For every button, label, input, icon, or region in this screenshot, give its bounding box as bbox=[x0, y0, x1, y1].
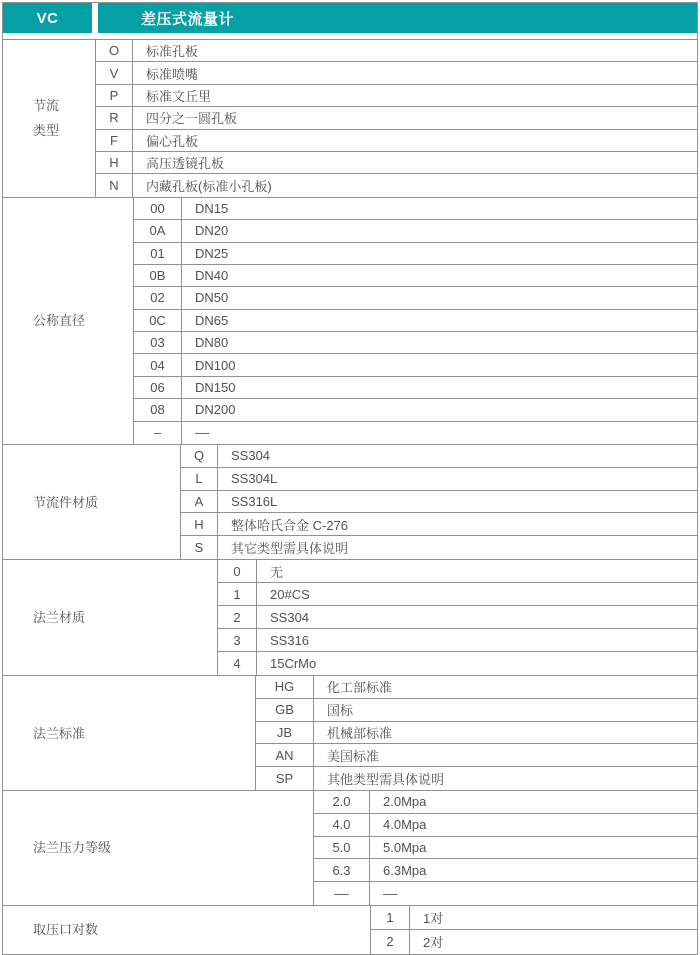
desc-cell: 2对 bbox=[423, 935, 444, 951]
code-cell: 1 bbox=[371, 906, 410, 929]
table-row bbox=[96, 130, 697, 152]
table-row bbox=[134, 377, 697, 399]
desc-cell: SS304 bbox=[270, 609, 310, 625]
section-throttle-part-material bbox=[3, 445, 697, 560]
code-cell: 08 bbox=[134, 399, 182, 420]
code-cell: N bbox=[96, 174, 133, 196]
table-row bbox=[181, 491, 697, 514]
table-row bbox=[134, 243, 697, 265]
section-flange-material bbox=[3, 560, 697, 676]
section-rows bbox=[218, 560, 697, 675]
code-cell: 1 bbox=[218, 583, 257, 605]
table-body bbox=[3, 40, 697, 954]
table-row bbox=[371, 930, 697, 954]
desc-cell: 四分之一圆孔板 bbox=[146, 111, 238, 127]
section-rows bbox=[256, 676, 697, 790]
desc-cell: –– bbox=[383, 886, 398, 902]
desc-cell: DN40 bbox=[195, 268, 229, 284]
code-cell: H bbox=[181, 513, 218, 535]
code-cell: – bbox=[134, 422, 182, 444]
table-row bbox=[181, 445, 697, 468]
section-label-flange-material bbox=[3, 560, 218, 675]
table-row bbox=[134, 310, 697, 332]
section-rows bbox=[181, 445, 697, 559]
table-row bbox=[134, 422, 697, 444]
header-spacer bbox=[3, 33, 697, 40]
table-row bbox=[256, 676, 697, 699]
table-row bbox=[256, 744, 697, 767]
section-label-line: 取压口对数 bbox=[33, 922, 99, 938]
code-cell: 0B bbox=[134, 265, 182, 286]
code-cell: –– bbox=[314, 882, 370, 905]
desc-cell: DN50 bbox=[195, 290, 229, 306]
desc-cell: 高压透镜孔板 bbox=[146, 156, 225, 172]
table-row bbox=[218, 652, 697, 675]
section-rows bbox=[134, 198, 697, 444]
code-cell: 3 bbox=[218, 629, 257, 651]
table-row bbox=[134, 287, 697, 309]
table-row bbox=[314, 814, 697, 837]
section-flange-pressure-rating bbox=[3, 791, 697, 906]
code-cell: 01 bbox=[134, 243, 182, 264]
code-cell: 2 bbox=[218, 606, 257, 628]
desc-cell: DN20 bbox=[195, 223, 229, 239]
code-cell: 0A bbox=[134, 220, 182, 241]
desc-cell: 偏心孔板 bbox=[146, 133, 199, 149]
table-row bbox=[218, 606, 697, 629]
code-cell: 0 bbox=[218, 560, 257, 582]
desc-cell: DN100 bbox=[195, 357, 236, 373]
section-label-line: 法兰材质 bbox=[33, 610, 86, 626]
table-row bbox=[371, 906, 697, 930]
code-cell: F bbox=[96, 130, 133, 151]
table-row bbox=[96, 174, 697, 196]
code-cell: 5.0 bbox=[314, 837, 370, 859]
section-label-nominal-diameter bbox=[3, 198, 134, 444]
desc-cell: SS316L bbox=[231, 494, 278, 510]
section-label-line: 节流 bbox=[33, 98, 60, 114]
table-row bbox=[181, 468, 697, 491]
code-cell: S bbox=[181, 536, 218, 559]
desc-cell: 整体哈氏合金 C-276 bbox=[231, 517, 349, 533]
desc-cell: SS304 bbox=[231, 448, 271, 464]
desc-cell: 美国标准 bbox=[327, 748, 380, 764]
table-row bbox=[96, 152, 697, 174]
table-row bbox=[256, 699, 697, 722]
code-cell: H bbox=[96, 152, 133, 173]
desc-cell: 5.0Mpa bbox=[383, 839, 427, 855]
section-label-flange-standard bbox=[3, 676, 256, 790]
code-cell: 02 bbox=[134, 287, 182, 308]
code-cell: 2 bbox=[371, 930, 410, 954]
code-cell: JB bbox=[256, 722, 314, 744]
desc-cell: 6.3Mpa bbox=[383, 862, 427, 878]
desc-cell: DN150 bbox=[195, 380, 236, 396]
desc-cell: DN80 bbox=[195, 335, 229, 351]
desc-cell: –– bbox=[195, 425, 210, 441]
table-row bbox=[314, 882, 697, 905]
section-label-throttle-part-material bbox=[3, 445, 181, 559]
code-cell: 4.0 bbox=[314, 814, 370, 836]
table-row bbox=[134, 265, 697, 287]
desc-cell: 国标 bbox=[327, 703, 354, 719]
code-cell: GB bbox=[256, 699, 314, 721]
table-row bbox=[314, 837, 697, 860]
section-throttle-type bbox=[3, 40, 697, 198]
code-cell: 2.0 bbox=[314, 791, 370, 813]
code-cell: R bbox=[96, 107, 133, 128]
table-row bbox=[134, 399, 697, 421]
section-label-pressure-tap-pairs bbox=[3, 906, 371, 954]
table-row bbox=[218, 583, 697, 606]
section-rows bbox=[96, 40, 697, 197]
model-selection-table bbox=[2, 2, 698, 955]
section-label-throttle-type bbox=[3, 40, 96, 197]
table-row bbox=[181, 513, 697, 536]
code-cell: 04 bbox=[134, 354, 182, 375]
section-rows bbox=[314, 791, 697, 905]
table-row bbox=[256, 722, 697, 745]
model-code-header-cell: VC bbox=[3, 3, 92, 33]
section-label-line: 节流件材质 bbox=[33, 494, 99, 510]
table-row bbox=[96, 85, 697, 107]
desc-cell: 2.0Mpa bbox=[383, 794, 427, 810]
code-cell: 4 bbox=[218, 652, 257, 675]
code-cell: L bbox=[181, 468, 218, 490]
code-cell: SP bbox=[256, 767, 314, 790]
section-label-line: 公称直径 bbox=[33, 313, 86, 329]
desc-cell: 化工部标准 bbox=[327, 680, 393, 696]
table-row bbox=[314, 791, 697, 814]
section-label-line: 法兰标准 bbox=[33, 725, 86, 741]
desc-cell: 内藏孔板(标准小孔板) bbox=[146, 179, 272, 195]
table-row bbox=[96, 40, 697, 62]
code-cell: O bbox=[96, 40, 133, 61]
section-label-line: 类型 bbox=[33, 123, 60, 139]
code-cell: 06 bbox=[134, 377, 182, 398]
code-cell: 6.3 bbox=[314, 859, 370, 881]
table-row bbox=[96, 62, 697, 84]
table-row bbox=[218, 560, 697, 583]
desc-cell: 标准孔板 bbox=[146, 44, 199, 60]
desc-cell: 机械部标准 bbox=[327, 726, 393, 741]
table-row bbox=[256, 767, 697, 790]
desc-cell: DN15 bbox=[195, 200, 229, 216]
table-row bbox=[218, 629, 697, 652]
table-row bbox=[134, 220, 697, 242]
table-header bbox=[3, 3, 697, 33]
code-cell: Q bbox=[181, 445, 218, 467]
desc-cell: SS304L bbox=[231, 471, 278, 487]
table-row bbox=[134, 332, 697, 354]
desc-cell: 1对 bbox=[423, 910, 444, 926]
desc-cell: 20#CS bbox=[270, 586, 310, 602]
code-cell: A bbox=[181, 491, 218, 513]
section-pressure-tap-pairs bbox=[3, 906, 697, 954]
code-cell: 00 bbox=[134, 198, 182, 219]
desc-cell: 其他类型需具体说明 bbox=[327, 772, 445, 788]
desc-cell: 标准文丘里 bbox=[146, 88, 212, 104]
desc-cell: 其它类型需具体说明 bbox=[231, 541, 349, 557]
desc-cell: SS316 bbox=[270, 632, 310, 648]
section-nominal-diameter bbox=[3, 198, 697, 445]
desc-cell: 15CrMo bbox=[270, 656, 317, 672]
section-label-flange-pressure-rating bbox=[3, 791, 314, 905]
code-cell: P bbox=[96, 85, 133, 106]
table-row bbox=[96, 107, 697, 129]
code-cell: AN bbox=[256, 744, 314, 766]
product-name-header-cell: 差压式流量计 bbox=[98, 3, 697, 33]
table-row bbox=[181, 536, 697, 559]
table-row bbox=[134, 198, 697, 220]
desc-cell: DN65 bbox=[195, 312, 229, 328]
code-cell: 0C bbox=[134, 310, 182, 331]
code-cell: HG bbox=[256, 676, 314, 698]
code-cell: V bbox=[96, 62, 133, 83]
desc-cell: DN25 bbox=[195, 245, 229, 261]
table-row bbox=[134, 354, 697, 376]
section-label-line: 法兰压力等级 bbox=[33, 840, 112, 856]
section-flange-standard bbox=[3, 676, 697, 791]
desc-cell: 无 bbox=[270, 564, 284, 580]
section-rows bbox=[371, 906, 697, 954]
desc-cell: DN200 bbox=[195, 402, 236, 418]
code-cell: 03 bbox=[134, 332, 182, 353]
table-row bbox=[314, 859, 697, 882]
desc-cell: 4.0Mpa bbox=[383, 817, 427, 833]
desc-cell: 标准喷嘴 bbox=[146, 66, 199, 82]
